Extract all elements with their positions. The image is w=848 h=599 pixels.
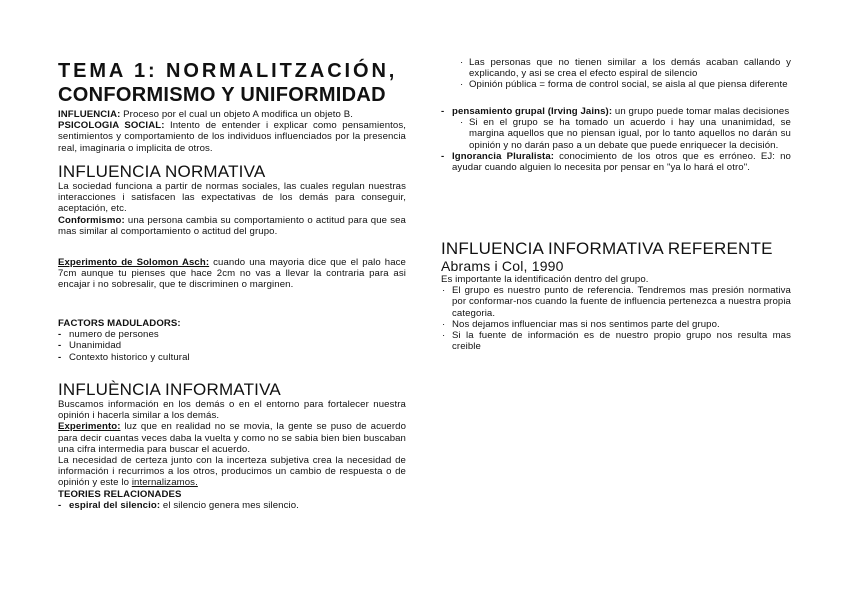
espiral-subitems <box>441 57 791 91</box>
list-item <box>58 340 406 351</box>
asch-block <box>58 257 406 291</box>
asch-experiment <box>58 257 406 291</box>
referente-item-text: Si la fuente de información es de nuestro propio grupo nos resulta mas creible <box>452 330 791 353</box>
psicologia-text: Intento de entender i explicar como pensamientos, sentimientos y comportamiento de los individuos influenciados por la presencia real, imaginaria o implicita de otros. <box>58 120 406 154</box>
asch-text: cuando una mayoria dice que el palo hace 7cm aunque tu pienses que hace 2cm no vas a llevar la contraria para asi encajar i no sobresalir, que te discriminen o marginen. <box>58 257 406 291</box>
dot-bullet-icon: · <box>460 117 464 129</box>
title-line-1: TEMA 1: NORMALITZACIÓN, <box>58 60 398 82</box>
referente-intro: Es importante la identificación dentro del grupo. <box>441 274 649 285</box>
factors-heading: FACTORS MADULADORS: <box>58 318 181 329</box>
dash-bullet-icon: - <box>441 150 445 162</box>
factors-block <box>58 318 406 363</box>
dash-bullet-icon: - <box>58 499 62 511</box>
list-item <box>441 79 791 90</box>
referente-subheading: Abrams i Col, 1990 <box>441 258 564 274</box>
dash-bullet-icon: - <box>58 351 62 363</box>
experimento-label: Experimento: <box>58 421 121 433</box>
grupal-block <box>441 106 791 173</box>
espiral-subitem-text: Opinión pública = forma de control social, se aisla al que piensa diferente <box>469 79 788 91</box>
dot-bullet-icon: · <box>442 330 446 342</box>
normativa-heading: INFLUENCIA NORMATIVA <box>58 162 266 181</box>
dash-bullet-icon: - <box>441 106 445 117</box>
necesidad-paragraph <box>58 455 406 489</box>
ignorancia-text: conocimiento de los otros que es erróneo. EJ: no ayudar cuando alguien lo necesita por pensar en "ya lo hará el otro". <box>452 150 791 174</box>
list-item <box>58 329 406 340</box>
normativa-intro: La sociedad funciona a partir de normas sociales, las cuales regulan nuestras interacciones i satisfacen las expectativas de los demás para conseguir, aceptación, etc. <box>58 181 406 215</box>
necesidad-text: La necesidad de certeza junto con la incerteza subjetiva crea la necesidad de información i recurrimos a los otros, producimos un cambio de respuesta o de opinión y este lo <box>58 455 406 489</box>
espiral-label: espiral del silencio: <box>69 499 161 511</box>
internalizamos-link-text: internalizamos. <box>131 477 198 489</box>
list-item <box>58 352 406 363</box>
experimento-text: luz que en realidad no se movia, la gente se puso de acuerdo para decir cuantas veces daba la vuelta y como no se sabia bien bien buscaban una cifra intermedia para buscar el acuerdo. <box>58 421 406 455</box>
page-title <box>58 59 406 107</box>
referente-item-text: El grupo es nuestro punto de referencia. Tendremos mas presión normativa por conformar-nos cuando la fuente de influencia pertenezca a nuestra propia categoria. <box>452 285 791 319</box>
grupal-text: un grupo puede tomar malas decisiones <box>612 106 790 117</box>
list-item <box>441 319 791 330</box>
espiral-subitem-text: Las personas que no tienen similar a los demás acaban callando y explicando, y asi se crea el efecto espiral de silencio <box>469 57 791 80</box>
conformismo-text: una persona cambia su comportamiento o actitud para que sea mas similar al comportamiento o actitud del grupo. <box>58 214 406 237</box>
factor-text: numero de persones <box>69 329 159 341</box>
referente-heading: INFLUENCIA INFORMATIVA REFERENTE <box>441 239 773 258</box>
influencia-definition <box>58 109 406 120</box>
dot-bullet-icon: · <box>442 285 446 297</box>
list-item <box>58 500 406 511</box>
dot-bullet-icon: · <box>460 79 464 91</box>
definitions-block <box>58 109 406 154</box>
grupal-subitem-text: Si en el grupo se ha tomado un acuerdo i hay una unanimidad, se margina aquellos que no piensan igual, por lo tanto aquellos no darán su opinión y no darán paso a un debate que puede enriquecer la decisión. <box>469 117 791 151</box>
list-item <box>441 57 791 79</box>
teories-heading: TEORIES RELACIONADES <box>58 488 182 500</box>
title-line-2: CONFORMISMO Y UNIFORMIDAD <box>58 84 386 106</box>
list-item <box>441 106 791 117</box>
factor-text: Unanimidad <box>69 340 122 352</box>
psicologia-label: PSICOLOGIA SOCIAL: <box>58 120 165 132</box>
dash-bullet-icon: - <box>58 340 62 352</box>
section-referente <box>441 239 791 352</box>
conformismo-label: Conformismo: <box>58 214 125 226</box>
referente-item-text: Nos dejamos influenciar mas si nos sentimos parte del grupo. <box>452 318 720 330</box>
informativa-heading: INFLUÈNCIA INFORMATIVA <box>58 380 281 399</box>
conformismo-definition <box>58 215 406 237</box>
list-item <box>441 285 791 319</box>
dot-bullet-icon: · <box>460 57 464 68</box>
list-item <box>441 117 791 151</box>
informativa-experiment <box>58 421 406 455</box>
list-item <box>441 151 791 173</box>
informativa-intro: Buscamos información en los demás o en el entorno para fortalecer nuestra opinión i hacerla similar a los demás. <box>58 399 406 422</box>
influencia-text: Proceso por el cual un objeto A modifica un objeto B. <box>120 109 353 120</box>
asch-label: Experimento de Solomon Asch: <box>58 257 210 268</box>
psicologia-definition <box>58 120 406 154</box>
espiral-text: el silencio genera mes silencio. <box>160 499 299 511</box>
ignorancia-label: Ignorancia Pluralista: <box>452 150 555 162</box>
factor-text: Contexto historico y cultural <box>69 351 190 363</box>
list-item <box>441 330 791 352</box>
section-normativa <box>58 162 406 237</box>
section-informativa <box>58 380 406 511</box>
grupal-label: pensamiento grupal (Irving Jains): <box>452 106 613 117</box>
dash-bullet-icon: - <box>58 329 62 341</box>
influencia-label: INFLUENCIA: <box>58 109 121 120</box>
dot-bullet-icon: · <box>442 318 446 330</box>
